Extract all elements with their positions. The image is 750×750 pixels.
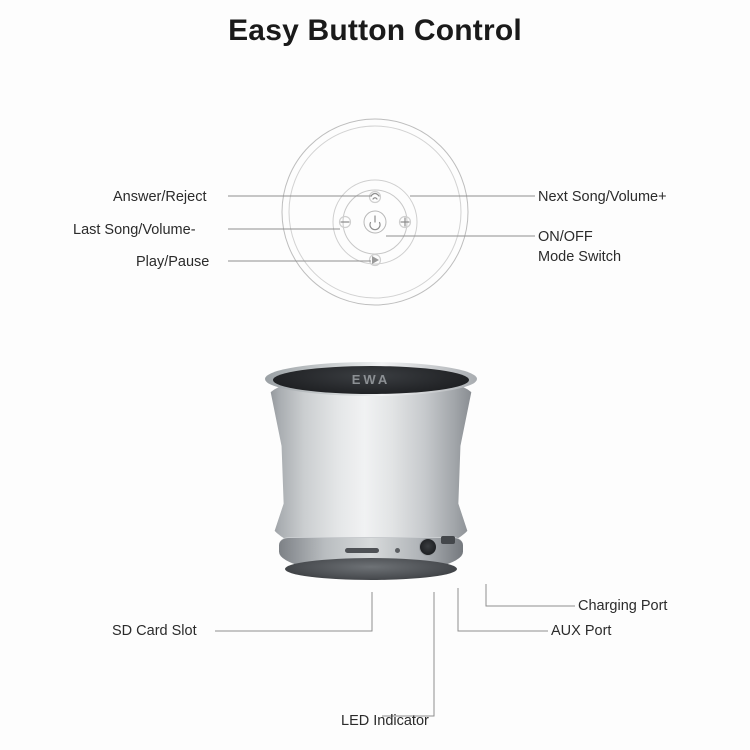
label-onoff-line2: Mode Switch	[538, 248, 622, 265]
page-title: Easy Button Control	[228, 14, 522, 47]
label-answer-reject: Answer/Reject	[113, 189, 207, 205]
label-last-song-volume-down: Last Song/Volume-	[73, 222, 196, 238]
speaker-outer-circle	[282, 119, 468, 305]
sd-card-slot	[345, 548, 379, 553]
speaker-foot	[285, 558, 457, 580]
leader-sdcard	[215, 592, 372, 631]
label-aux-port: AUX Port	[551, 623, 612, 639]
speaker-body	[267, 374, 475, 554]
control-ring-inner	[343, 190, 407, 254]
label-led-indicator: LED Indicator	[341, 713, 429, 729]
speaker-brand-text: EWA	[351, 372, 391, 387]
phone-icon	[371, 194, 379, 200]
dot-left	[340, 217, 351, 228]
speaker-illustration	[255, 352, 487, 592]
label-charging-port: Charging Port	[578, 598, 668, 614]
label-next-song-volume-up: Next Song/Volume+	[538, 189, 667, 205]
dot-bottom	[370, 255, 381, 266]
charging-port	[441, 536, 455, 544]
plus-icon	[401, 218, 409, 226]
label-sd-card-slot: SD Card Slot	[112, 623, 197, 639]
control-ring-outer	[333, 180, 417, 264]
label-onoff-mode-switch	[538, 228, 621, 267]
led-indicator	[395, 548, 400, 553]
leader-charging	[486, 584, 575, 606]
power-button-circle	[364, 211, 386, 233]
dot-top	[370, 192, 381, 203]
power-icon	[370, 216, 380, 230]
play-icon	[372, 256, 379, 264]
label-play-pause: Play/Pause	[136, 254, 210, 270]
dot-right	[400, 217, 411, 228]
aux-port	[419, 538, 437, 556]
label-onoff-line1: ON/OFF	[538, 229, 593, 245]
leader-led	[382, 592, 434, 716]
leader-aux	[458, 588, 548, 631]
speaker-inner-circle	[289, 126, 461, 298]
